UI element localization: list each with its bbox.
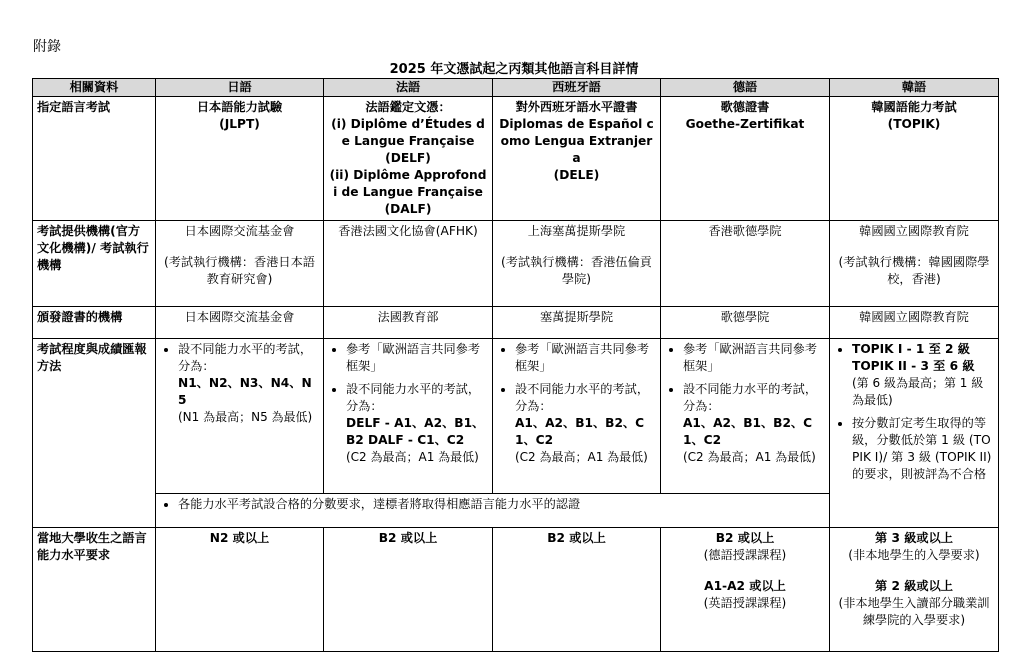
exam-german-name: 歌德證書 — [720, 100, 770, 114]
levels-spanish — [493, 339, 661, 494]
req-korean-l1: 第 3 級或以上 — [875, 531, 953, 545]
exam-korean — [830, 97, 999, 221]
provider-japanese-sub: (考試執行機構：香港日本語教育研究會) — [163, 255, 315, 286]
appendix-label: 附錄 — [33, 39, 61, 55]
issuer-french: 法國教育部 — [324, 307, 493, 339]
exam-japanese-abbr: (JLPT) — [219, 117, 260, 131]
exam-german-line1: Goethe-Zertifikat — [685, 117, 805, 131]
levels-german-note: (C2 為最高；A1 為最低) — [683, 450, 816, 464]
provider-japanese — [156, 221, 324, 307]
levels-korean-l1: • TOPIK I - 1 至 2 級 — [852, 342, 970, 356]
provider-spanish-main: 上海塞萬提斯學院 — [527, 224, 626, 238]
header-info: 相關資料 — [33, 79, 156, 97]
provider-japanese-main: 日本國際交流基金會 — [184, 224, 295, 238]
row-provider — [33, 221, 999, 307]
levels-korean-note1: (第 6 級為最高；第 1 級為最低) — [852, 376, 984, 407]
req-german-l2: A1-A2 或以上 — [704, 579, 786, 593]
exam-french-line1: (i) Diplôme d’Études de Langue Française — [331, 117, 485, 148]
provider-spanish — [493, 221, 661, 307]
header-german: 德語 — [661, 79, 830, 97]
exam-spanish-line1: Diplomas de Español como Lengua Extranjera — [499, 117, 654, 165]
exam-spanish-name: 對外西班牙語水平證書 — [515, 100, 638, 114]
label-exam: 指定語言考試 — [33, 97, 156, 221]
levels-spanish-b1: • 參考「歐洲語言共同參考框架」 — [515, 341, 656, 375]
levels-common — [156, 494, 830, 528]
req-german-n2: (英語授課課程) — [703, 596, 787, 610]
exam-german — [661, 97, 830, 221]
exam-french-abbr1: (DELF) — [385, 151, 431, 165]
provider-korean — [830, 221, 999, 307]
levels-japanese-levels: N1、N2、N3、N4、N5 — [178, 376, 312, 407]
header-korean: 韓語 — [830, 79, 999, 97]
levels-french-levels: DELF - A1、A2、B1、B2 DALF - C1、C2 — [346, 416, 485, 447]
issuer-spanish: 塞萬提斯學院 — [493, 307, 661, 339]
levels-german-b1: • 參考「歐洲語言共同參考框架」 — [683, 341, 825, 375]
label-provider: 考試提供機構(官方文化機構)/ 考試執行機構 — [33, 221, 156, 307]
exam-spanish-abbr: (DELE) — [553, 168, 600, 182]
exam-japanese-name: 日本語能力試驗 — [196, 100, 283, 114]
row-levels — [33, 339, 999, 494]
issuer-german: 歌德學院 — [661, 307, 830, 339]
req-german — [661, 528, 830, 652]
levels-german-b2: 設不同能力水平的考試，分為： — [683, 382, 818, 413]
levels-japanese — [156, 339, 324, 494]
levels-german — [661, 339, 830, 494]
label-levels: 考試程度與成績匯報方法 — [33, 339, 156, 528]
levels-french-b1: • 參考「歐洲語言共同參考框架」 — [346, 341, 488, 375]
issuer-japanese: 日本國際交流基金會 — [156, 307, 324, 339]
provider-spanish-sub: (考試執行機構：香港伍倫貢學院) — [500, 255, 652, 286]
levels-german-levels: A1、A2、B1、B2、C1、C2 — [683, 416, 813, 447]
levels-korean-b2: • 按分數訂定考生取得的等級，分數低於第 1 級 (TOPIK I)/ 第 3 級 (TOPIK II)的要求，則被評為不合格 — [852, 415, 994, 483]
provider-korean-sub: (考試執行機構：韓國國際學校，香港) — [838, 255, 990, 286]
req-french: B2 或以上 — [324, 528, 493, 652]
levels-japanese-note: (N1 為最高；N5 為最低) — [178, 410, 313, 424]
levels-korean — [830, 339, 999, 528]
provider-german-main: 香港歌德學院 — [708, 224, 782, 238]
req-korean-n1: (非本地學生的入學要求) — [848, 548, 980, 562]
label-issuer: 頒發證書的機構 — [33, 307, 156, 339]
req-korean — [830, 528, 999, 652]
levels-spanish-b2: 設不同能力水平的考試，分為： — [515, 382, 650, 413]
row-exam — [33, 97, 999, 221]
req-korean-n2: (非本地學生入讀部分職業訓練學院的入學要求) — [838, 596, 990, 627]
header-french: 法語 — [324, 79, 493, 97]
levels-french-note: (C2 為最高；A1 為最低) — [346, 450, 479, 464]
provider-french — [324, 221, 493, 307]
levels-common-text: • 各能力水平考試設合格的分數要求，達標者將取得相應語言能力水平的認證 — [178, 496, 825, 513]
req-german-n1: (德語授課課程) — [703, 548, 787, 562]
exam-japanese — [156, 97, 324, 221]
levels-spanish-levels: A1、A2、B1、B2、C1、C2 — [515, 416, 645, 447]
header-spanish: 西班牙語 — [493, 79, 661, 97]
language-details-table — [32, 78, 999, 652]
req-japanese: N2 或以上 — [156, 528, 324, 652]
req-korean-l2: 第 2 級或以上 — [875, 579, 953, 593]
provider-german — [661, 221, 830, 307]
exam-french-line2: (ii) Diplôme Approfondi de Langue Française (DALF) — [329, 168, 487, 216]
label-requirement: 當地大學收生之語言能力水平要求 — [33, 528, 156, 652]
provider-french-main: 香港法國文化協會(AFHK) — [338, 224, 478, 238]
issuer-korean: 韓國國立國際教育院 — [830, 307, 999, 339]
header-japanese: 日語 — [156, 79, 324, 97]
exam-french — [324, 97, 493, 221]
provider-korean-main: 韓國國立國際教育院 — [859, 224, 969, 238]
req-german-l1: B2 或以上 — [715, 531, 775, 545]
exam-korean-name: 韓國語能力考試 — [871, 100, 957, 114]
levels-french-b2: 設不同能力水平的考試，分為： — [346, 382, 481, 413]
row-requirement — [33, 528, 999, 652]
document-title: 2025 年文憑試起之丙類其他語言科目詳情 — [389, 62, 639, 77]
header-row — [33, 79, 999, 97]
req-spanish: B2 或以上 — [493, 528, 661, 652]
exam-french-name: 法語鑑定文憑： — [365, 100, 451, 114]
levels-korean-l2: TOPIK II - 3 至 6 級 — [852, 359, 975, 373]
levels-spanish-note: (C2 為最高；A1 為最低) — [515, 450, 648, 464]
exam-korean-abbr: (TOPIK) — [887, 117, 941, 131]
row-issuer — [33, 307, 999, 339]
levels-japanese-b1: 設不同能力水平的考試，分為： — [178, 342, 313, 373]
levels-french — [324, 339, 493, 494]
exam-spanish — [493, 97, 661, 221]
